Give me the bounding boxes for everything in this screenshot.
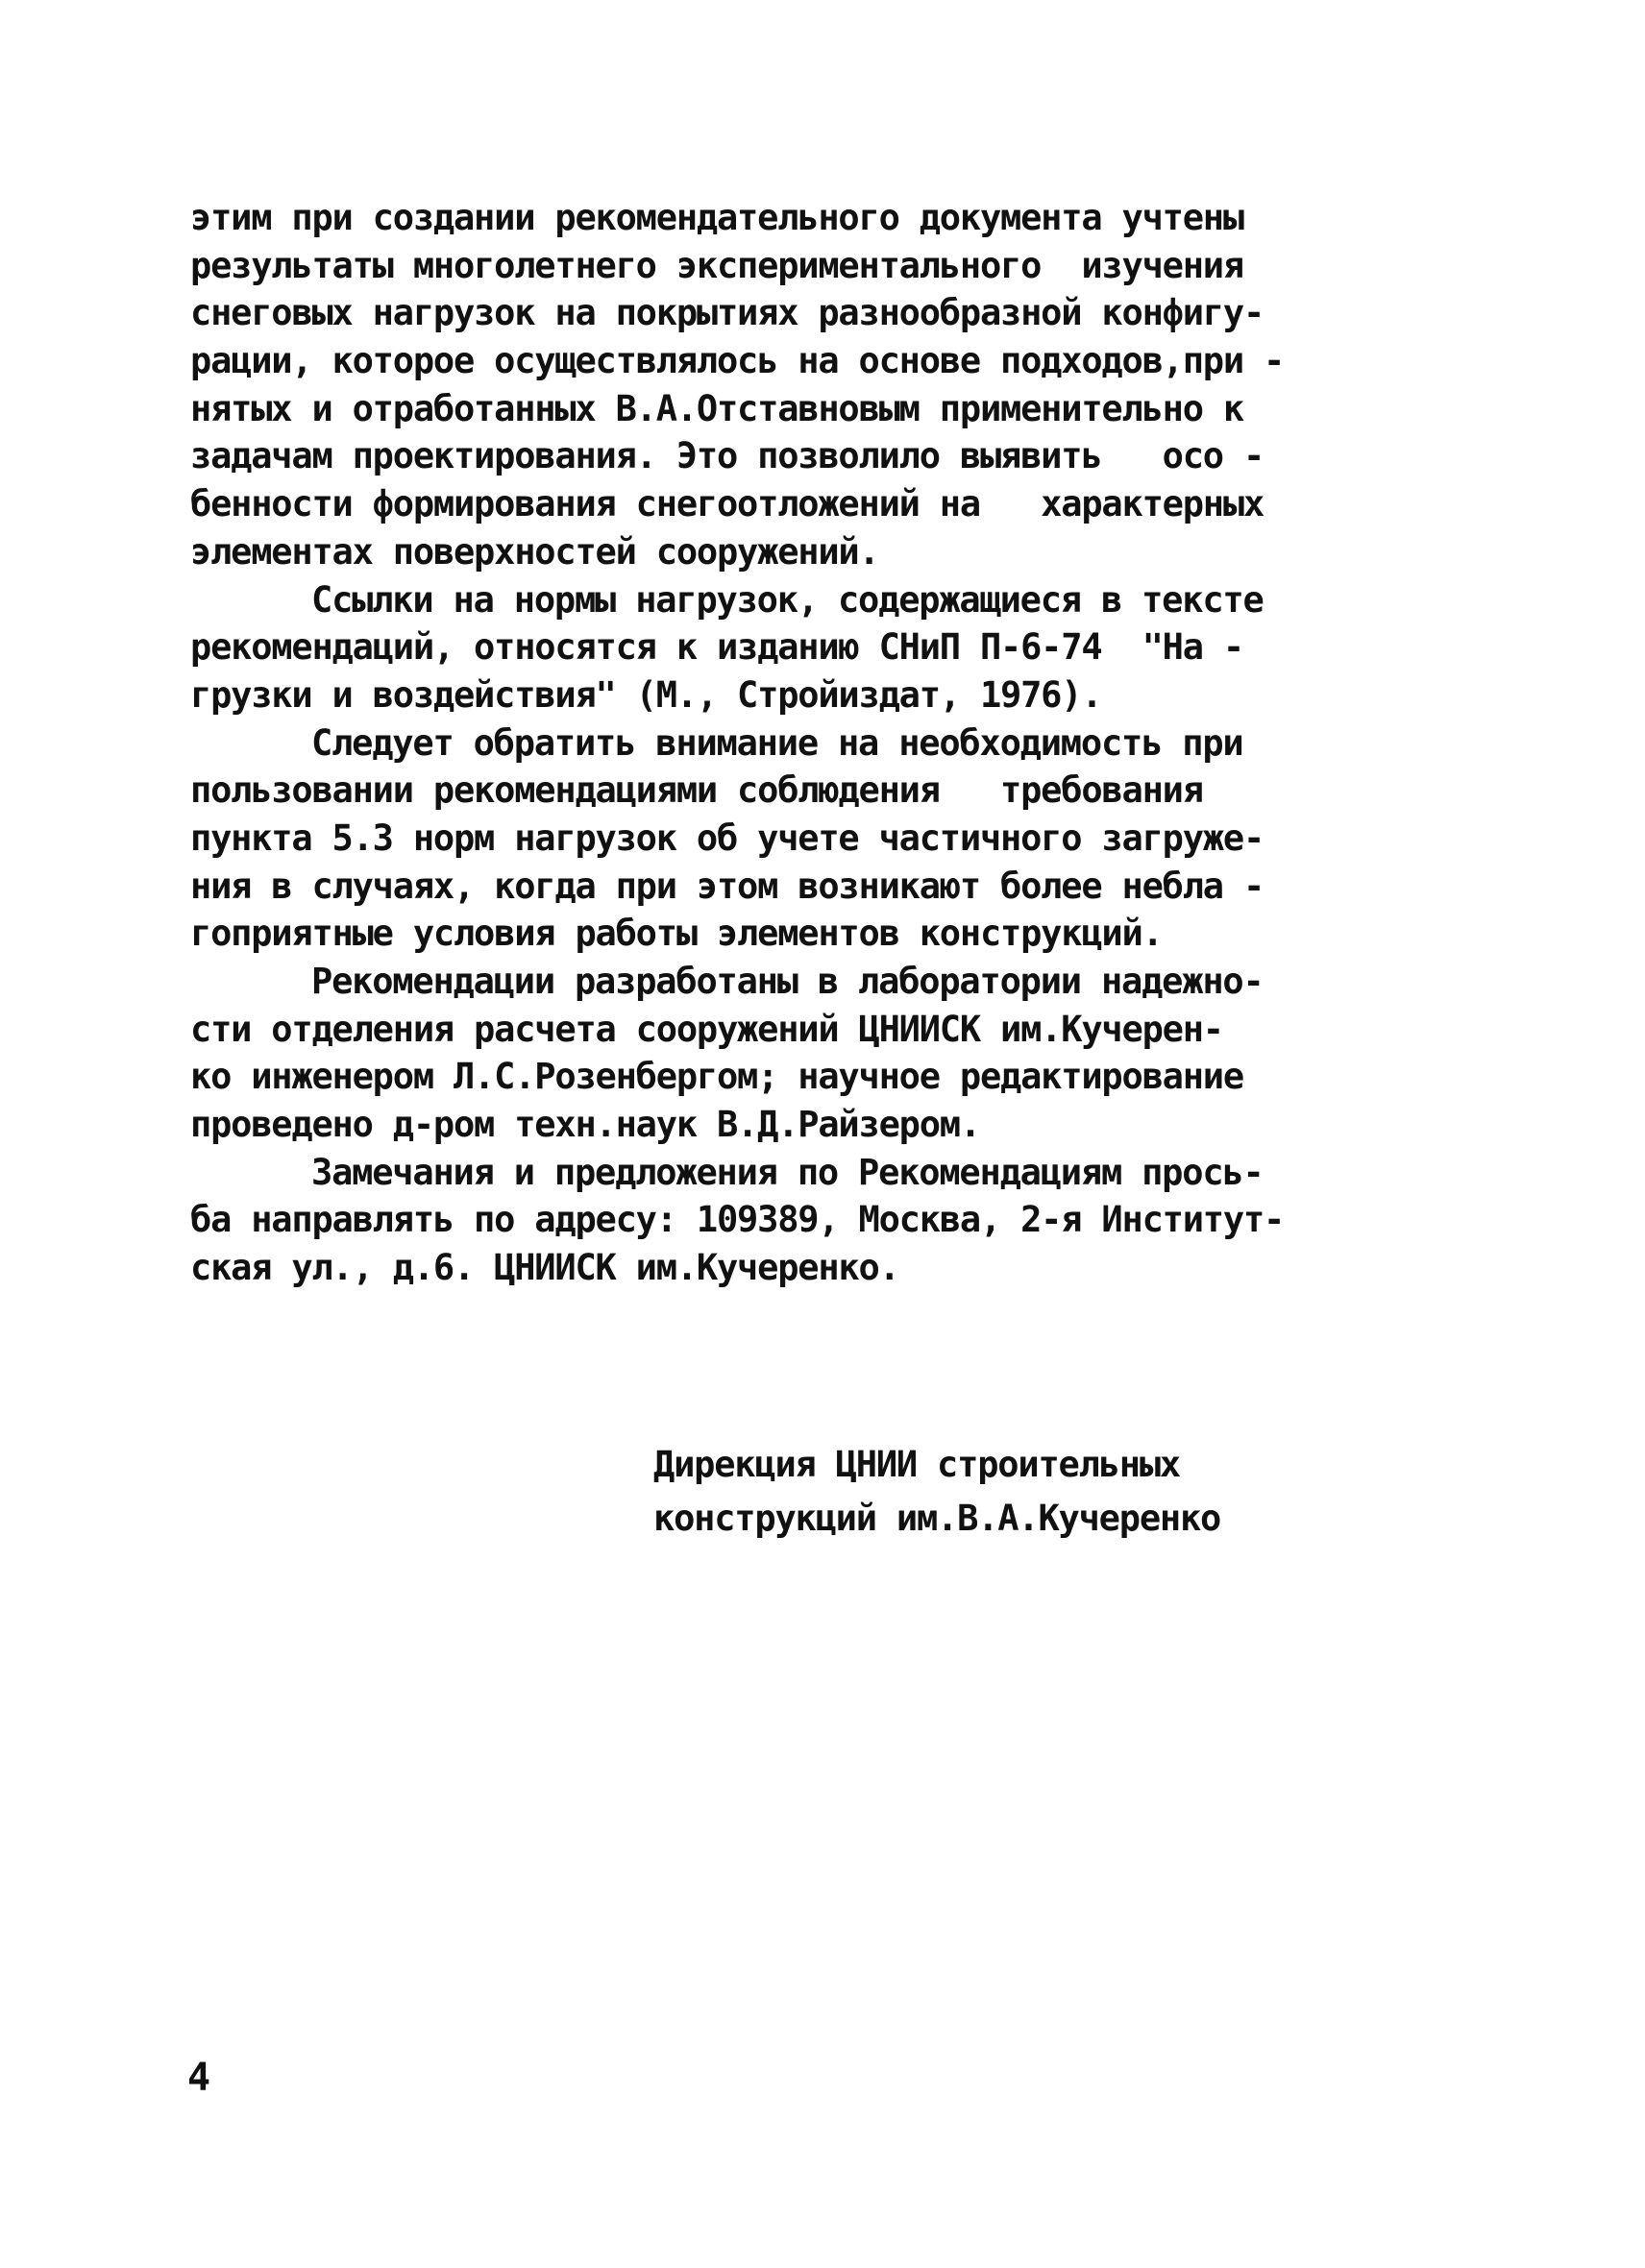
text-line: проведено д-ром техн.наук В.Д.Райзером.	[190, 1104, 980, 1146]
signature-line: конструкций им.В.А.Кучеренко	[653, 1498, 1221, 1539]
body-text	[190, 194, 1459, 1292]
text-line: пункта 5.3 норм нагрузок об учете частичного загруже-	[190, 817, 1264, 859]
text-line: нятых и отработанных В.А.Отставновым применительно к	[190, 387, 1243, 429]
text-line: бенности формирования снегоотложений на характерных	[190, 483, 1264, 525]
text-line: Следует обратить внимание на необходимость при	[311, 721, 1243, 764]
text-line: Рекомендации разработаны в лаборатории надежно-	[311, 961, 1264, 1002]
page-number: 4	[187, 2056, 211, 2100]
text-line: этим при создании рекомендательного документа учтены	[190, 197, 1243, 238]
text-line: рации, которое осуществлялось на основе подходов,при -	[190, 340, 1285, 382]
signature-block	[653, 1438, 1422, 1546]
text-line: задачам проектирования. Это позволило выявить осо -	[190, 435, 1264, 477]
signature-line: Дирекция ЦНИИ строительных	[653, 1444, 1180, 1485]
text-line: рекомендаций, относятся к изданию СНиП П-6-74 "На -	[190, 626, 1243, 669]
text-line: гоприятные условия работы элементов конструкций.	[190, 913, 1163, 955]
text-line: ская ул., д.6. ЦНИИСК им.Кучеренко.	[190, 1247, 899, 1289]
text-line: сти отделения расчета сооружений ЦНИИСК им.Кучерен-	[190, 1008, 1223, 1050]
text-line: пользовании рекомендациями соблюдения требования	[190, 769, 1203, 812]
text-line: элементах поверхностей сооружений.	[190, 530, 879, 573]
text-line: Замечания и предложения по Рекомендациям прось-	[311, 1151, 1264, 1193]
text-line: ба направлять по адресу: 109389, Москва, 2-я Институт-	[190, 1199, 1285, 1241]
text-line: результаты многолетнего экспериментального изучения	[190, 244, 1243, 286]
text-line: ния в случаях, когда при этом возникают более небла -	[190, 865, 1264, 907]
text-line: ко инженером Л.С.Розенбергом; научное редактирование	[190, 1056, 1243, 1098]
text-line: снеговых нагрузок на покрытиях разнообразной конфигу-	[190, 292, 1264, 334]
text-line: Ссылки на нормы нагрузок, содержащиеся в тексте	[311, 578, 1264, 621]
text-line: грузки и воздействия" (М., Стройиздат, 1976).	[190, 673, 1102, 716]
